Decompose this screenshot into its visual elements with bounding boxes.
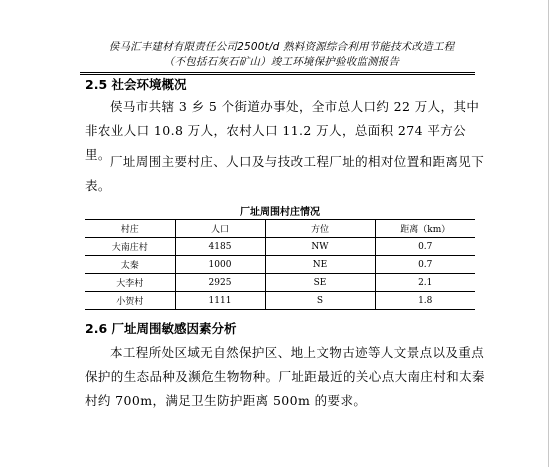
table-title: 厂址周围村庄情况 [240, 207, 320, 218]
cell-population: 1000 [175, 256, 265, 274]
cell-distance: 2.1 [375, 274, 475, 292]
column-header-population: 人口 [175, 220, 265, 238]
header-rule-secondary [80, 74, 475, 75]
cell-direction: NE [265, 256, 375, 274]
header-line-1: 侯马汇丰建材有限责任公司2500t/d 熟料资源综合利用节能技术改造工程 [108, 41, 455, 53]
table-row [85, 292, 475, 310]
table-row [85, 274, 475, 292]
cell-direction: S [265, 292, 375, 310]
report-header [70, 40, 493, 70]
column-header-distance: 距离（km） [375, 220, 475, 238]
column-header-village: 村庄 [85, 220, 175, 238]
cell-distance: 0.7 [375, 238, 475, 256]
header-rule [80, 72, 475, 73]
village-table [85, 219, 475, 310]
cell-village: 小贺村 [85, 292, 175, 310]
table-row [85, 256, 475, 274]
header-line-2: （不包括石灰石矿山）竣工环境保护验收监测报告 [163, 56, 400, 68]
column-header-direction: 方位 [265, 220, 375, 238]
cell-direction: NW [265, 238, 375, 256]
section-heading-social-environment: 2.5 社会环境概况 [85, 77, 187, 92]
paragraph-sensitive-factors: 本工程所处区域无自然保护区、地上文物古迹等人文景点以及重点保护的生态品种及濒危生物物种。厂址距最近的关心点大南庄村和太秦村约 700m，满足卫生防护距离 500m 的要求。 [85, 345, 485, 408]
cell-population: 2925 [175, 274, 265, 292]
cell-population: 4185 [175, 238, 265, 256]
cell-distance: 0.7 [375, 256, 475, 274]
cell-direction: SE [265, 274, 375, 292]
paragraph-population: 侯马市共辖 3 乡 5 个街道办事处，全市总人口约 22 万人，其中非农业人口 10.8 万人，农村人口 11.2 万人，总面积 274 平方公里。 [85, 99, 480, 162]
table-row [85, 238, 475, 256]
cell-village: 大南庄村 [85, 238, 175, 256]
paragraph-table-intro: 厂址周围主要村庄、人口及与技改工程厂址的相对位置和距离见下表。 [85, 154, 485, 193]
table-header-row [85, 220, 475, 238]
cell-population: 1111 [175, 292, 265, 310]
cell-village: 大李村 [85, 274, 175, 292]
cell-village: 太秦 [85, 256, 175, 274]
cell-distance: 1.8 [375, 292, 475, 310]
page-edge-divider [548, 0, 549, 467]
section-heading-sensitive-factors: 2.6 厂址周围敏感因素分析 [85, 321, 237, 336]
